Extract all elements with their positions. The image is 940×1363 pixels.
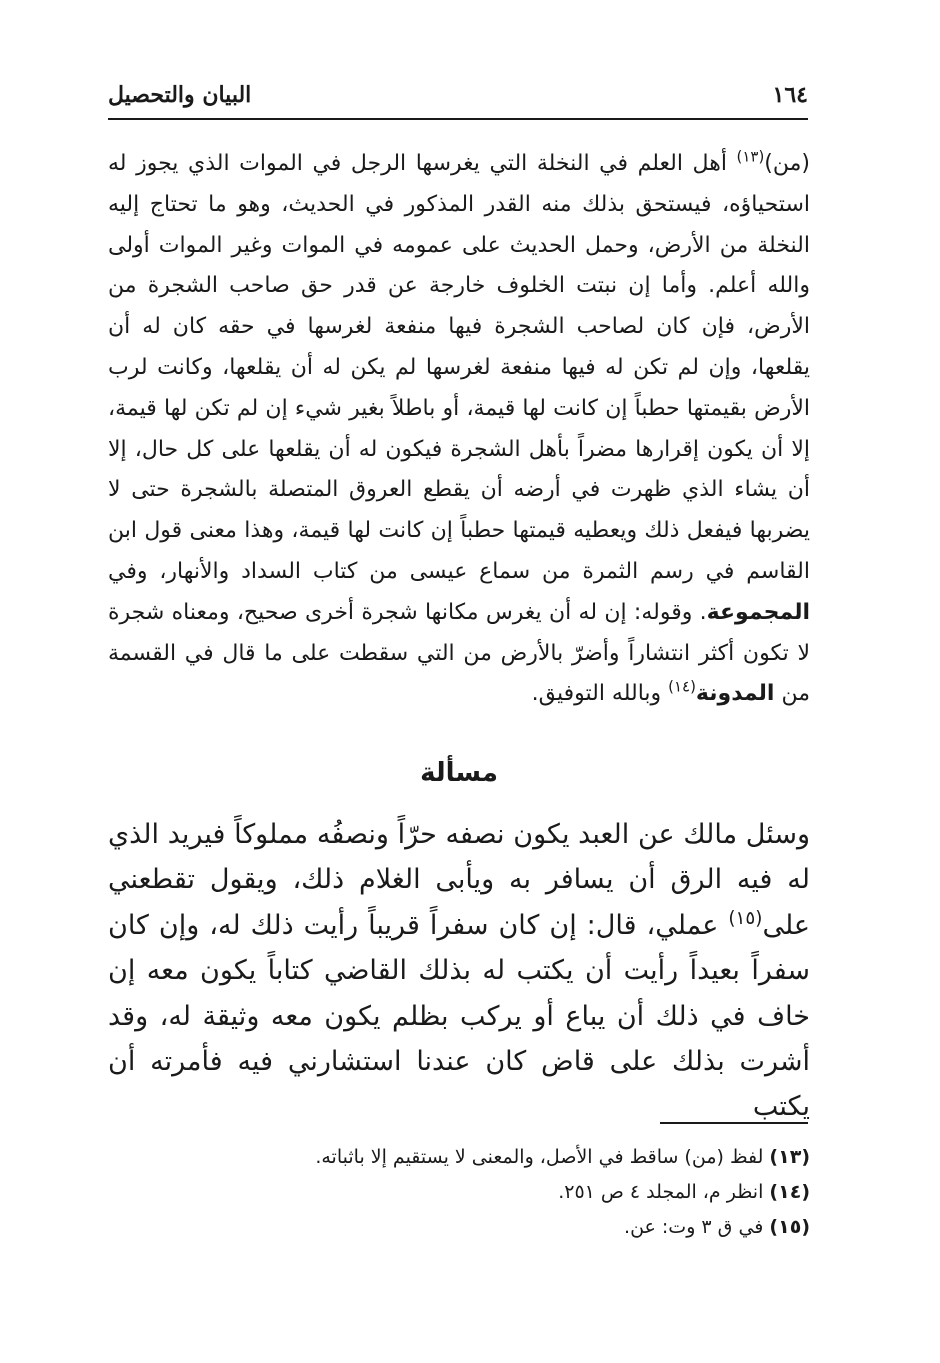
bold-term-mudawwana: المدونة — [695, 681, 775, 707]
footnote-number: (١٣) — [769, 1146, 810, 1168]
footnotes-list — [108, 1140, 810, 1245]
main-paragraph — [108, 812, 810, 1130]
footnote-ref-14: (١٤) — [668, 678, 696, 697]
footnote-number: (١٥) — [769, 1216, 810, 1238]
section-heading: مسألة — [420, 758, 498, 788]
main-text-part-1: وسئل مالك عن العبد يكون نصفه حرّاً ونصفُه مملوكاً فيريد الذي له فيه الرق أن يسافر به ويأبى الغلام ذلك، ويقول تقطعني على — [108, 819, 810, 941]
book-title: البيان والتحصيل — [108, 82, 252, 108]
footnote-ref-15: (١٥) — [728, 907, 763, 929]
bold-term-majmua: المجموعة — [706, 599, 810, 625]
header-divider — [108, 118, 808, 120]
footnote-text: لفظ (من) ساقط في الأصل، والمعنى لا يستقيم إلا باثباته. — [315, 1146, 770, 1168]
footnote-15 — [108, 1210, 810, 1245]
footnote-ref-13: (١٣) — [736, 147, 765, 166]
commentary-text-part-2: . وقوله: إن له أن يغرس مكانها شجرة أخرى صحيح، ومعناه شجرة لا تكون أكثر انتشاراً وأضرّ بالأرض من التي سقطت على ما قال في القسمة من — [108, 599, 810, 707]
commentary-lead-word: (من) — [764, 151, 810, 176]
footnote-13 — [108, 1140, 810, 1175]
page-number: ١٦٤ — [772, 82, 808, 108]
footnote-divider — [660, 1122, 808, 1124]
main-text-part-2: عملي، قال: إن كان سفراً قريباً رأيت ذلك له، وإن كان سفراً بعيداً رأيت أن يكتب له بذلك القاضي كتاباً يكون معه إن خاف في ذلك أن يباع أو يركب بظلم يكون معه وثيقة له، وقد أشرت بذلك على قاض كان عندنا استشارني فيه فأمرته أن يكتب — [108, 909, 810, 1123]
commentary-paragraph — [108, 144, 810, 715]
footnote-number: (١٤) — [769, 1181, 810, 1203]
footnote-14 — [108, 1175, 810, 1210]
running-header — [108, 82, 808, 116]
footnote-text: في ق ٣ وت: عن. — [624, 1216, 770, 1238]
footnote-text: انظر م، المجلد ٤ ص ٢٥١. — [558, 1181, 770, 1203]
commentary-text-part-3: وبالله التوفيق. — [531, 681, 669, 707]
commentary-text-part-1: أهل العلم في النخلة التي يغرسها الرجل في الموات الذي يجوز له استحياؤه، فيستحق بذلك منه القدر المذكور في الحديث، وهو ما تحتاج إليه النخلة من الأرض، وحمل الحديث على عمومه في الموات وغير الموات أولى والله أعلم. وأما إن نبتت الخلوف خارجة عن قدر حق صاحب الشجرة من الأرض، فإن كان لصاحب الشجرة فيها منفعة لغرسها في حقه كان له أن يقلعها، وإن لم تكن له فيها منفعة لغرسها لم يكن له أن يقلعها، وكانت لرب الأرض بقيمتها حطباً إن كانت لها قيمة، أو باطلاً بغير شيء إن لم تكن لها قيمة، إلا أن يكون إقرارها مضراً بأهل الشجرة فيكون له أن يقلعها على كل حال، إلا أن يشاء الذي ظهرت في أرضه أن يقطع العروق المتصلة بالشجرة حتى لا يضربها فيفعل ذلك ويعطيه قيمتها حطباً إن كانت لها قيمة، وهذا معنى قول ابن القاسم في رسم الثمرة من سماع عيسى من كتاب السداد والأنهار، وفي — [108, 151, 810, 584]
